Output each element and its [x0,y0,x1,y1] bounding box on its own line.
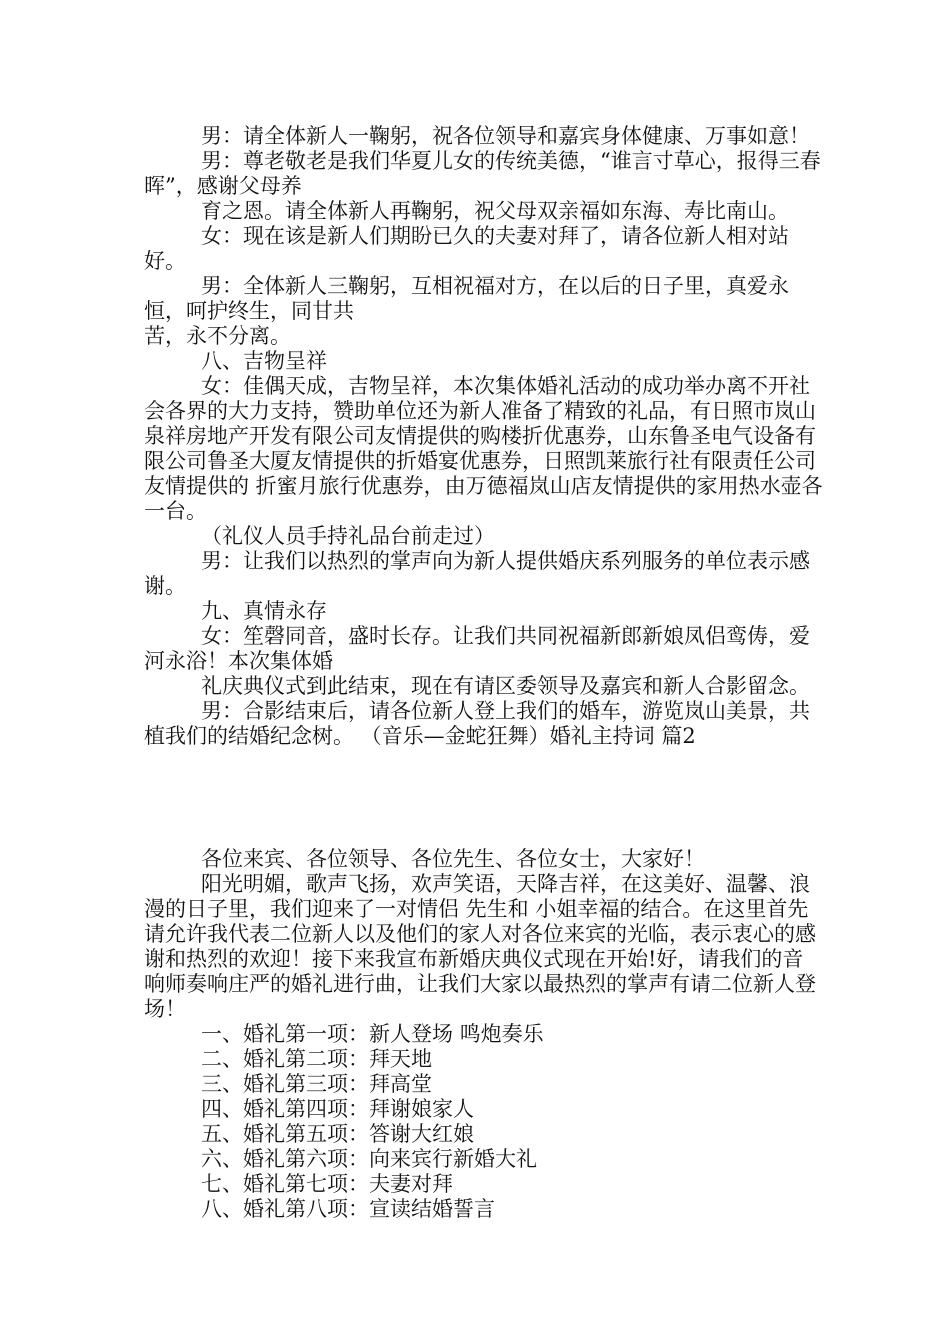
greeting: 各位来宾、各位领导、各位先生、各位女士，大家好！ [201,847,705,871]
list-item: 六、婚礼第六项：向来宾行新婚大礼 [201,1147,537,1171]
paragraph: 女：佳偶天成，吉物呈祥，本次集体婚礼活动的成功举办离不开社会各界的大力支持，赞助单位还为新人准备了精致的礼品，有日照市岚山泉祥房地产开发有限公司友情提供的购楼折优惠券，山东鲁圣电气设备有限公司鲁圣大厦友情提供的折婚宴优惠券，日照凯莱旅行社有限责任公司友情提供的 折蜜月旅行优惠券，由万德福岚山店友情提供的家用热水壶各一台。 [144,374,823,523]
list-item: 七、婚礼第七项：夫妻对拜 [201,1172,453,1196]
stage-direction: （礼仪人员手持礼品台前走过） [201,524,495,548]
list-item: 二、婚礼第二项：拜天地 [201,1047,432,1071]
paragraph: 女：笙磬同音，盛时长存。让我们共同祝福新郎新娘凤侣鸾俦，爱河永浴！本次集体婚 [144,624,810,673]
section-heading: 九、真情永存 [201,599,327,623]
paragraph: 男：尊老敬老是我们华夏儿女的传统美德，“谁言寸草心，报得三春晖”，感谢父母养 [144,149,821,198]
list-item: 四、婚礼第四项：拜谢娘家人 [201,1097,474,1121]
paragraph: 男：让我们以热烈的掌声向为新人提供婚庆系列服务的单位表示感谢。 [144,549,810,598]
list-item: 一、婚礼第一项：新人登场 鸣炮奏乐 [201,1022,544,1046]
paragraph: 育之恩。请全体新人再鞠躬，祝父母双亲福如东海、寿比南山。 [201,199,789,223]
list-item: 五、婚礼第五项：答谢大红娘 [201,1122,474,1146]
ceremony-script-part-2 [144,847,824,1222]
ceremony-script-part-1 [144,124,824,749]
list-item: 三、婚礼第三项：拜高堂 [201,1072,432,1096]
list-item: 八、婚礼第八项：宣读结婚誓言 [201,1197,495,1221]
paragraph: 男：请全体新人一鞠躬，祝各位领导和嘉宾身体健康、万事如意！ [201,124,810,148]
paragraph: 女：现在该是新人们期盼已久的夫妻对拜了，请各位新人相对站好。 [144,224,789,273]
section-heading: 八、吉物呈祥 [201,349,327,373]
paragraph: 男：全体新人三鞠躬，互相祝福对方，在以后的日子里，真爱永恒，呵护终生，同甘共 [144,274,789,323]
paragraph: 阳光明媚，歌声飞扬，欢声笑语，天降吉祥，在这美好、温馨、浪漫的日子里，我们迎来了一对情侣 先生和 小姐幸福的结合。在这里首先请允许我代表二位新人以及他们的家人对各位来宾的光临，表示衷心的感谢和热烈的欢迎！接下来我宣布新婚庆典仪式现在开始!好，请我们的音响师奏响庄严的婚礼进行曲，让我们大家以最热烈的掌声有请二位新人登场！ [144,872,816,1021]
paragraph: 苦，永不分离。 [144,324,291,348]
paragraph: 男：合影结束后，请各位新人登上我们的婚车，游览岚山美景，共植我们的结婚纪念树。 （音乐—金蛇狂舞）婚礼主持词 篇2 [144,699,810,748]
paragraph: 礼庆典仪式到此结束，现在有请区委领导及嘉宾和新人合影留念。 [201,674,810,698]
